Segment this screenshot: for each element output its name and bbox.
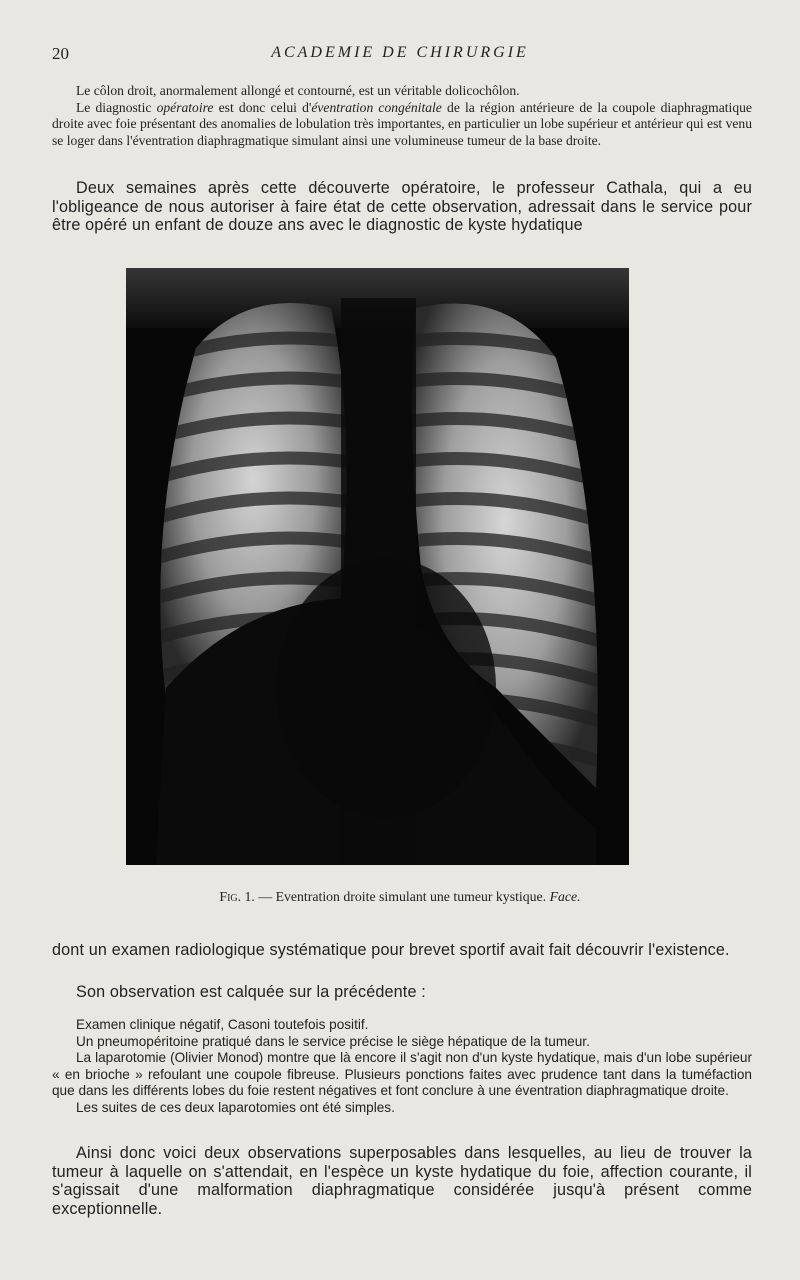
pneumoperitoine-line: Un pneumopéritoine pratiqué dans le service précise le siège hépatique de la tumeur. [76,1033,590,1049]
clinical-details-block [52,1017,752,1117]
paragraph-text: Ainsi donc voici deux observations superposables dans lesquelles, au lieu de trouver la tumeur à laquelle on s'attendait, en l'espèce un kyste hydatique du foie, affection courante, il s'agissait d'une malformation diaphragmatique considérée jusqu'à présent comme exceptionnelle. [52,1144,752,1218]
text-run: est donc celui d' [213,99,312,115]
emphasis-eventration: éventration congénitale [311,99,442,115]
running-title: ACADEMIE DE CHIRURGIE [271,44,529,61]
suites-line: Les suites de ces deux laparotomies ont été simples. [76,1099,395,1115]
caption-label: Fig. 1. [219,889,255,904]
paragraph-cathala [52,179,752,235]
text-run: Le diagnostic [76,99,157,115]
paragraph-text: Deux semaines après cette découverte opératoire, le professeur Cathala, qui a eu l'obligeance de nous autoriser à faire état de cette observation, adressait dans le service pour être opéré un enfant de douze ans avec le diagnostic de kyste hydatique [52,179,752,235]
closing-paragraph [52,1144,752,1218]
figure-caption [0,889,800,905]
paragraph-text: Son observation est calquée sur la précédente : [76,983,426,1001]
paragraph-observation [52,983,752,1002]
text-run: de la région antérieure de la coupole diaphragmatique droite avec foie présentant des anomalies de lobulation très importantes, en particulier un lobe supérieur et antérieur qui est venu se loger dans l'éventration diaphragmatique simulant ainsi une volumineuse tumeur de la base droite. [52,99,752,148]
page-number: 20 [52,44,69,63]
paragraph-text: dont un examen radiologique systématique pour brevet sportif avait fait découvrir l'existence. [52,941,730,959]
top-text-block [52,83,752,149]
paragraph-diagnostic [52,100,752,150]
paragraph-continuation [52,941,752,960]
clinical-exam-line: Examen clinique négatif, Casoni toutefois positif. [76,1017,369,1032]
heart-shadow [276,558,496,818]
laparotomie-paragraph: La laparotomie (Olivier Monod) montre que là encore il s'agit non d'un kyste hydatique, mais d'un lobe supérieur « en brioche » refoulant une coupole fibreuse. Plusieurs ponctions faites avec prudence tant dans la tuméfaction que dans les différents lobes du foie restent négatives et font conclure à une éventration diaphragmatique droite. [52,1050,752,1099]
paragraph-colon: Le côlon droit, anormalement allongé et contourné, est un véritable dolicochôlon. [76,83,520,98]
caption-text: — Eventration droite simulant une tumeur kystique. [254,889,550,904]
page-header [0,44,800,68]
caption-view: Face. [549,889,581,904]
emphasis-operatoire: opératoire [156,99,214,115]
chest-radiograph-figure [126,268,629,865]
xray-image [126,268,629,865]
